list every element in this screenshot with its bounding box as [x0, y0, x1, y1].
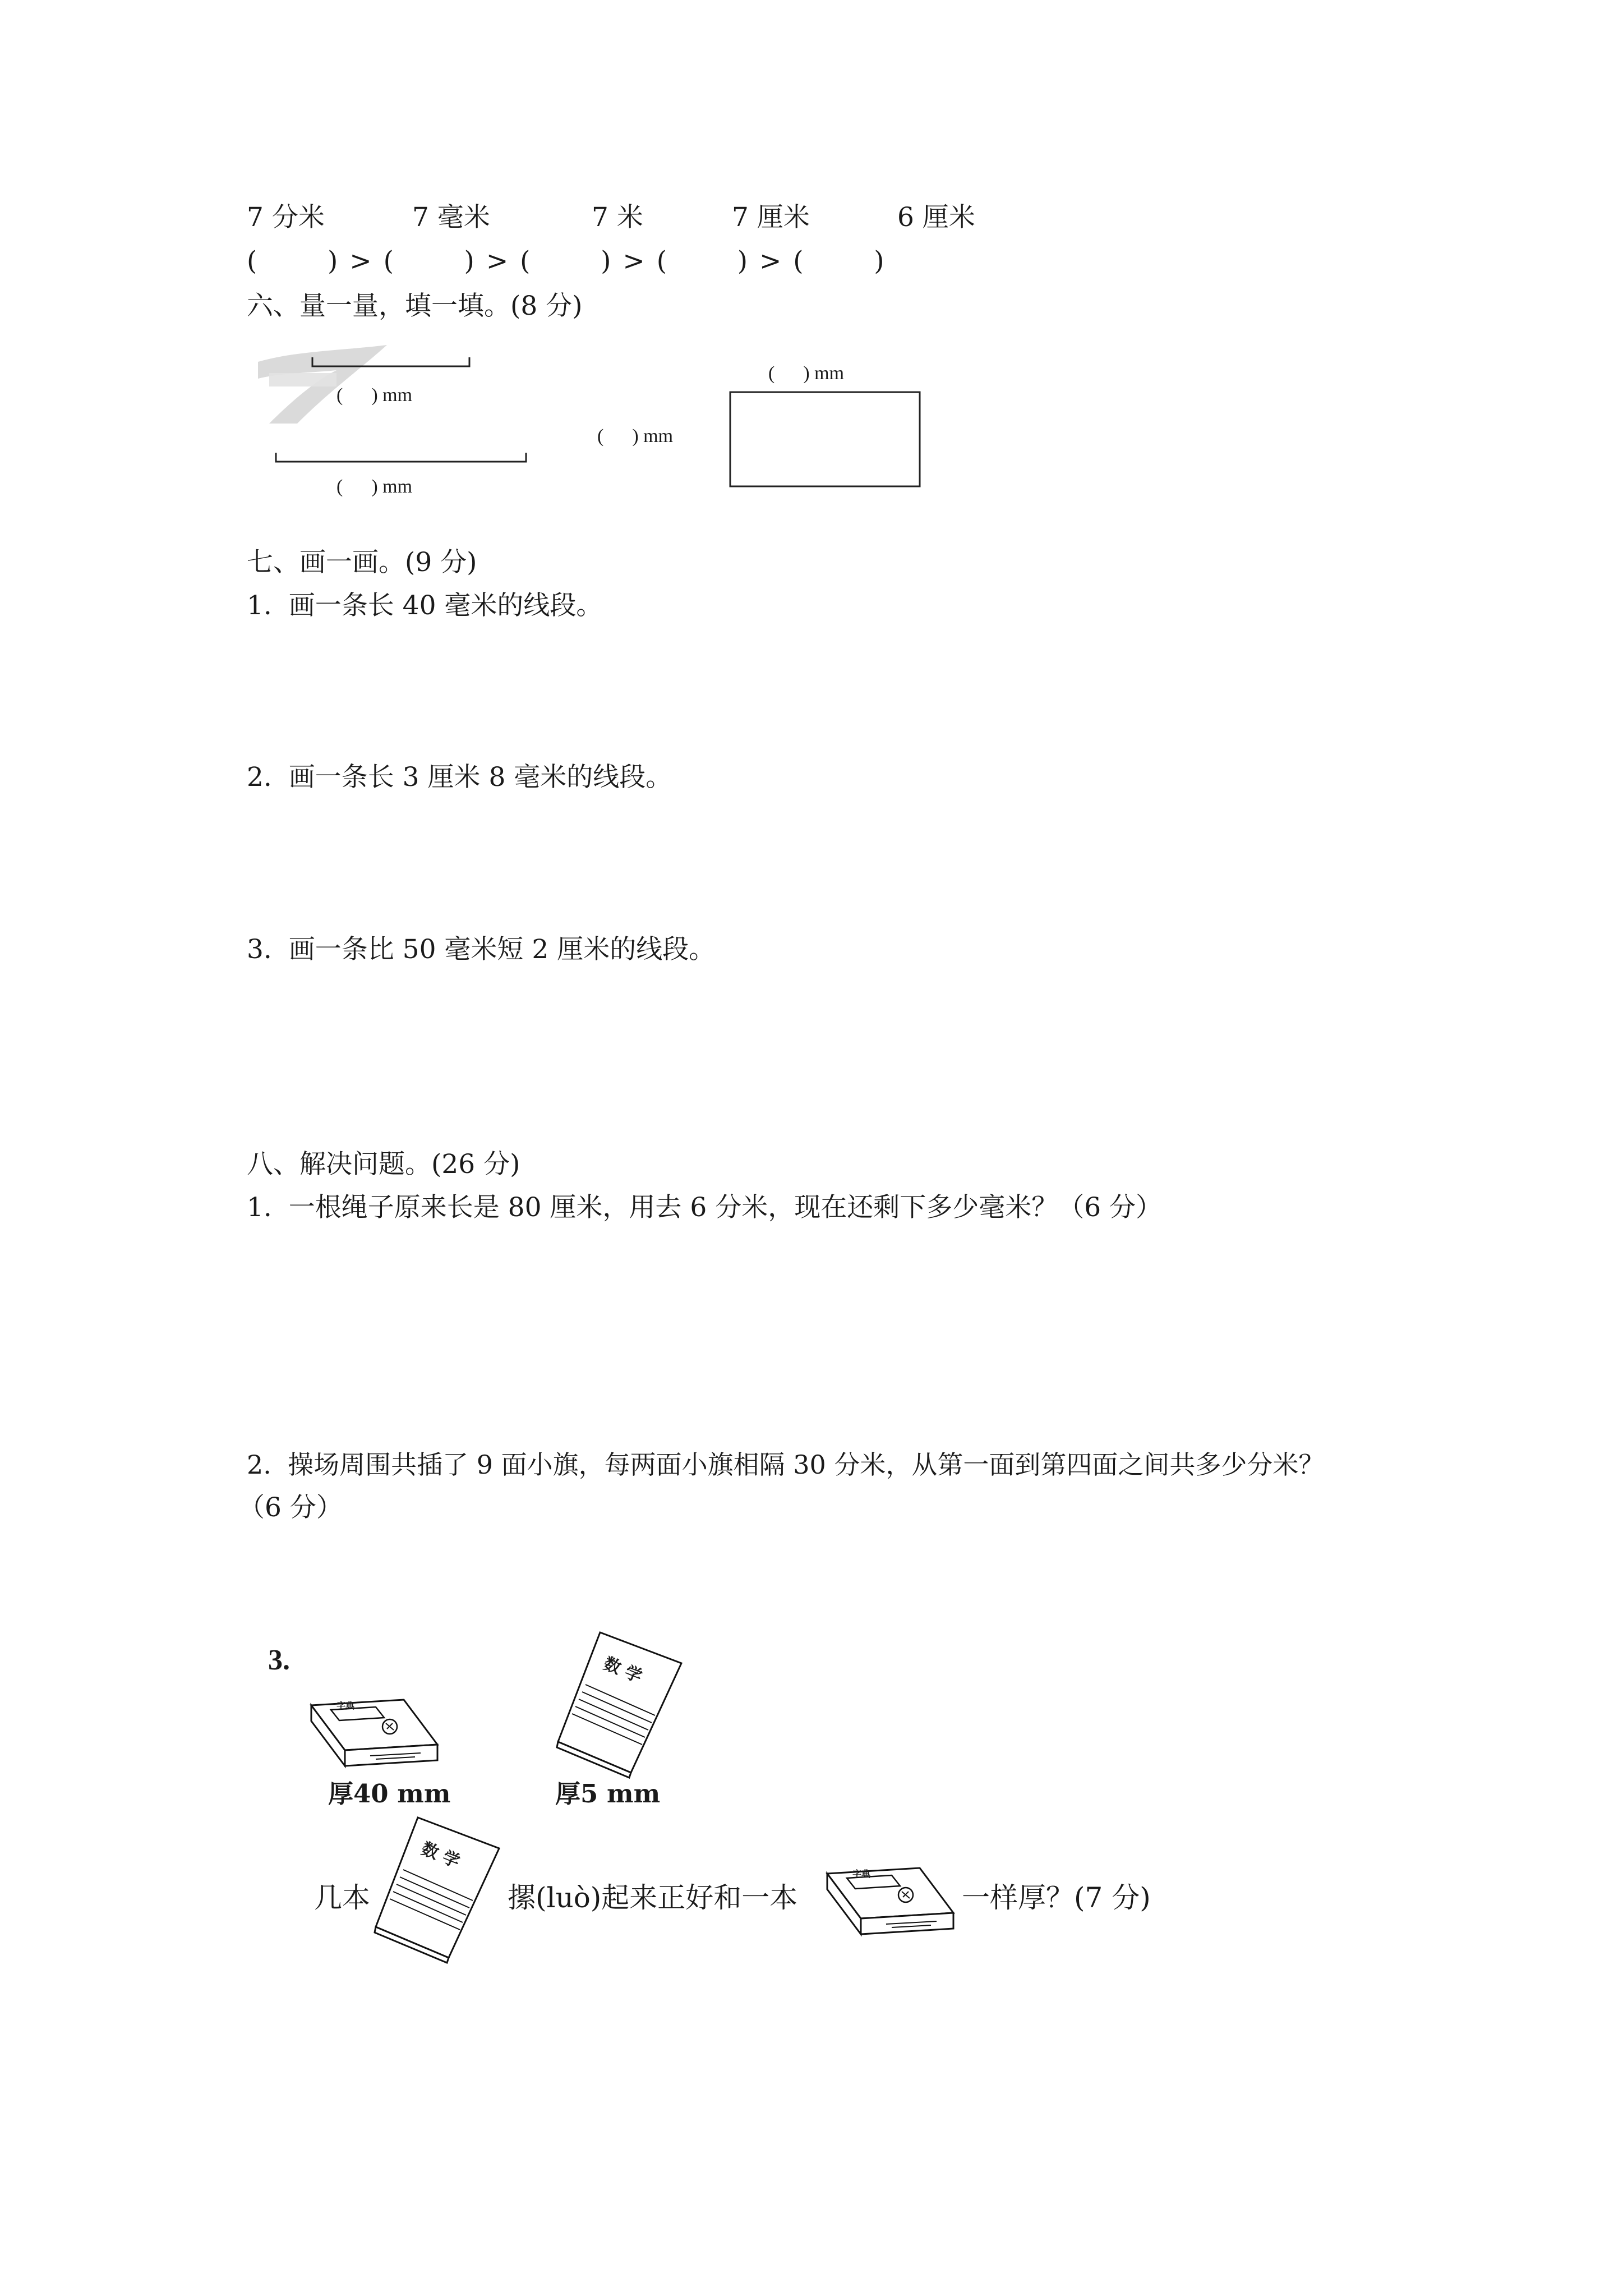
- draw-question-2: 2. 画一条长 3 厘米 8 毫米的线段。: [247, 762, 672, 793]
- comparison-blanks[interactable]: ( ) > ( ) > ( ) > ( ) > ( ): [247, 246, 884, 277]
- section-6-title: 六、量一量，填一填。(8 分): [247, 291, 583, 321]
- unit-7-centimeter: 7 厘米: [732, 202, 810, 233]
- measure-segment-2: [275, 452, 533, 468]
- dict-book-title-2: 字典: [852, 1869, 871, 1879]
- sentence-part-1: 几本: [314, 1881, 370, 1914]
- watermark-swoosh-icon: [247, 339, 415, 424]
- word-problem-2-line-2: （6 分）: [238, 1492, 343, 1523]
- unit-6-centimeter: 6 厘米: [897, 202, 975, 233]
- dictionary-book-small-icon: [824, 1862, 959, 1938]
- math-book-title-2: 数 学: [418, 1839, 463, 1872]
- measure-rectangle: [729, 391, 923, 489]
- section-8-title: 八、解决问题。(26 分): [247, 1149, 520, 1180]
- dictionary-book-icon: [308, 1694, 443, 1770]
- draw-question-3: 3. 画一条比 50 毫米短 2 厘米的线段。: [247, 934, 716, 965]
- section-7-title: 七、画一画。(9 分): [247, 547, 477, 578]
- book1-thickness-caption: 厚40 mm: [328, 1779, 451, 1809]
- rectangle-width-label[interactable]: ( ) mm: [768, 363, 845, 384]
- measure-label-2[interactable]: ( ) mm: [336, 476, 413, 497]
- word-problem-3-number: 3.: [268, 1644, 290, 1676]
- book2-thickness-caption: 厚5 mm: [555, 1779, 661, 1809]
- unit-7-millimeter: 7 毫米: [412, 202, 490, 233]
- sentence-part-2: 摞(luò)起来正好和一本: [508, 1881, 798, 1914]
- dict-book-title: 字典: [336, 1700, 355, 1711]
- sentence-part-3: 一样厚？(7 分): [962, 1881, 1151, 1914]
- math-book-title-1: 数 学: [601, 1654, 645, 1687]
- measure-segment-1: [311, 356, 479, 373]
- unit-7-decimeter: 7 分米: [247, 202, 325, 233]
- measure-label-1[interactable]: ( ) mm: [336, 385, 413, 406]
- word-problem-1: 1. 一根绳子原来长是 80 厘米，用去 6 分米，现在还剩下多少毫米？（6 分）: [247, 1192, 1163, 1223]
- word-problem-2-line-1: 2. 操场周围共插了 9 面小旗，每两面小旗相隔 30 分米，从第一面到第四面之间共多少分米？: [247, 1450, 1325, 1480]
- draw-question-1: 1. 画一条长 40 毫米的线段。: [247, 590, 603, 621]
- unit-7-meter: 7 米: [592, 202, 643, 233]
- rectangle-height-label[interactable]: ( ) mm: [597, 426, 674, 447]
